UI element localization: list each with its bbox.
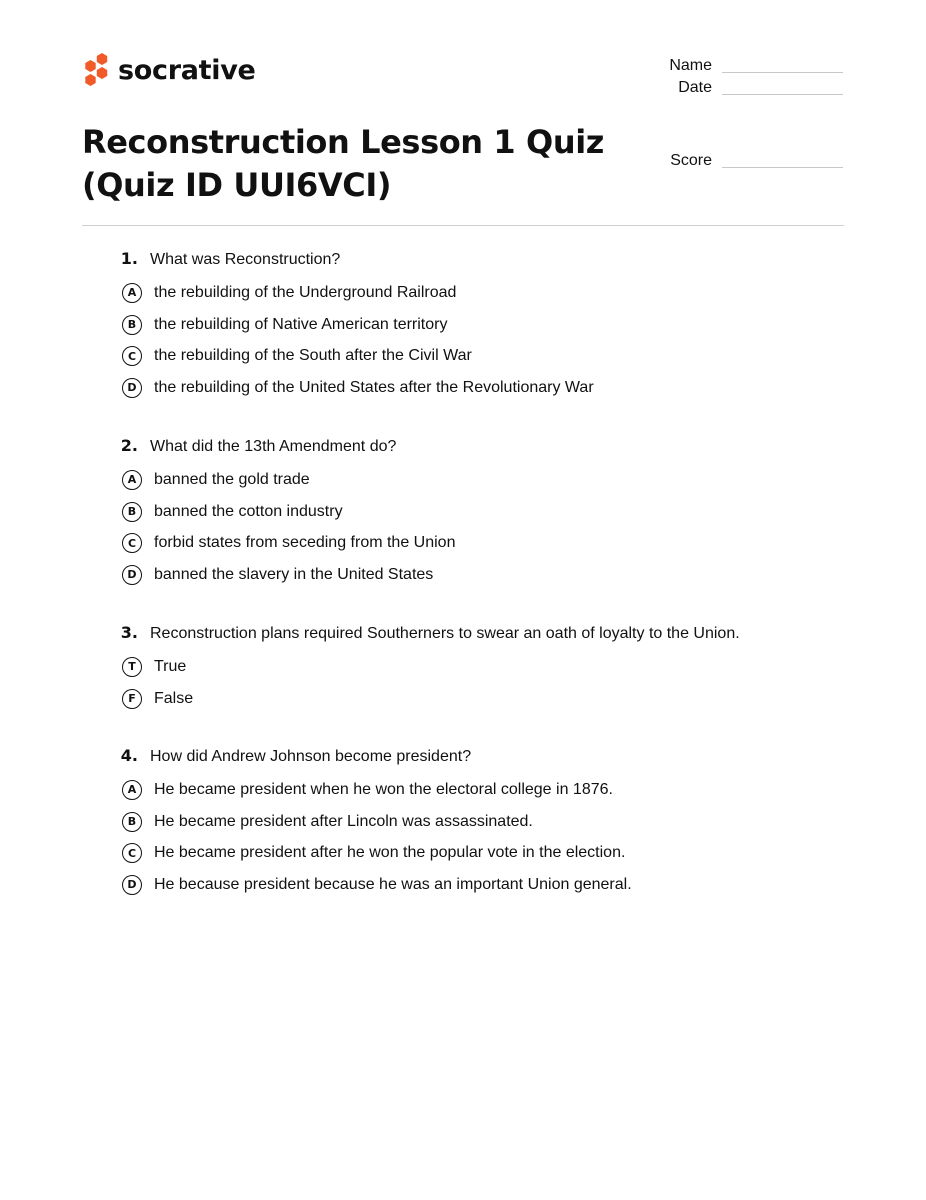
option-d[interactable] <box>121 372 594 404</box>
option-c[interactable] <box>121 837 632 869</box>
option-text: He became president when he won the electoral college in 1876. <box>154 780 613 798</box>
option-text: the rebuilding of Native American territory <box>154 315 448 333</box>
option-text: He because president because he was an important Union general. <box>154 875 632 893</box>
score-label: Score <box>670 152 712 169</box>
option-text: the rebuilding of the Underground Railroad <box>154 283 457 301</box>
score-field[interactable] <box>652 152 843 170</box>
option-a[interactable] <box>121 774 632 806</box>
option-d[interactable] <box>121 559 455 591</box>
name-blank-line[interactable] <box>722 72 843 73</box>
header-divider <box>82 225 844 226</box>
option-letter-circle[interactable]: D <box>122 565 142 585</box>
option-text: He became president after he won the popular vote in the election. <box>154 844 626 862</box>
option-false[interactable] <box>121 683 740 715</box>
option-text: banned the cotton industry <box>154 502 343 520</box>
option-c[interactable] <box>121 340 594 372</box>
question-2 <box>121 436 455 591</box>
option-letter-circle[interactable]: C <box>122 346 142 366</box>
option-letter-circle[interactable]: A <box>122 283 142 303</box>
question-text: What did the 13th Amendment do? <box>150 438 397 455</box>
option-text: banned the slavery in the United States <box>154 565 434 583</box>
option-letter-circle[interactable]: D <box>122 378 142 398</box>
option-b[interactable] <box>121 496 455 528</box>
quiz-title <box>82 121 642 207</box>
quiz-title-line1: Reconstruction Lesson 1 Quiz <box>82 123 605 161</box>
option-a[interactable] <box>121 464 455 496</box>
option-letter-circle[interactable]: C <box>122 843 142 863</box>
option-text: False <box>154 689 194 707</box>
option-letter-circle[interactable]: B <box>122 315 142 335</box>
option-text: the rebuilding of the United States after the Revolutionary War <box>154 378 594 396</box>
question-number: 4. <box>120 746 138 765</box>
option-letter-circle[interactable]: T <box>122 657 142 677</box>
socrative-logo <box>81 53 256 89</box>
score-blank-line[interactable] <box>722 167 843 168</box>
option-letter-circle[interactable]: A <box>122 780 142 800</box>
question-number: 1. <box>120 249 138 268</box>
question-text: How did Andrew Johnson become president? <box>150 748 472 765</box>
option-d[interactable] <box>121 869 632 901</box>
hexagon-cluster-icon <box>81 53 111 89</box>
option-text: banned the gold trade <box>154 470 310 488</box>
name-field[interactable] <box>652 57 843 75</box>
question-text: Reconstruction plans required Southerners to swear an oath of loyalty to the Union. <box>150 625 740 642</box>
question-number: 3. <box>120 623 138 642</box>
question-4 <box>121 746 632 901</box>
option-a[interactable] <box>121 277 594 309</box>
option-text: He became president after Lincoln was assassinated. <box>154 812 533 830</box>
option-b[interactable] <box>121 309 594 341</box>
option-text: forbid states from seceding from the Union <box>154 534 456 552</box>
brand-name: socrative <box>118 55 256 86</box>
option-text: the rebuilding of the South after the Civil War <box>154 347 472 365</box>
option-text: True <box>154 657 187 675</box>
option-letter-circle[interactable]: F <box>122 689 142 709</box>
option-letter-circle[interactable]: C <box>122 533 142 553</box>
option-letter-circle[interactable]: D <box>122 875 142 895</box>
question-3 <box>121 623 740 714</box>
option-letter-circle[interactable]: B <box>122 502 142 522</box>
date-blank-line[interactable] <box>722 94 843 95</box>
date-label: Date <box>678 79 712 96</box>
quiz-id-line: (Quiz ID UUI6VCI) <box>82 166 392 204</box>
option-b[interactable] <box>121 806 632 838</box>
option-c[interactable] <box>121 527 455 559</box>
option-letter-circle[interactable]: B <box>122 812 142 832</box>
option-letter-circle[interactable]: A <box>122 470 142 490</box>
question-number: 2. <box>120 436 138 455</box>
question-text: What was Reconstruction? <box>150 251 341 268</box>
option-true[interactable] <box>121 651 740 683</box>
question-1 <box>121 249 594 404</box>
name-label: Name <box>669 57 712 74</box>
date-field[interactable] <box>652 79 843 97</box>
